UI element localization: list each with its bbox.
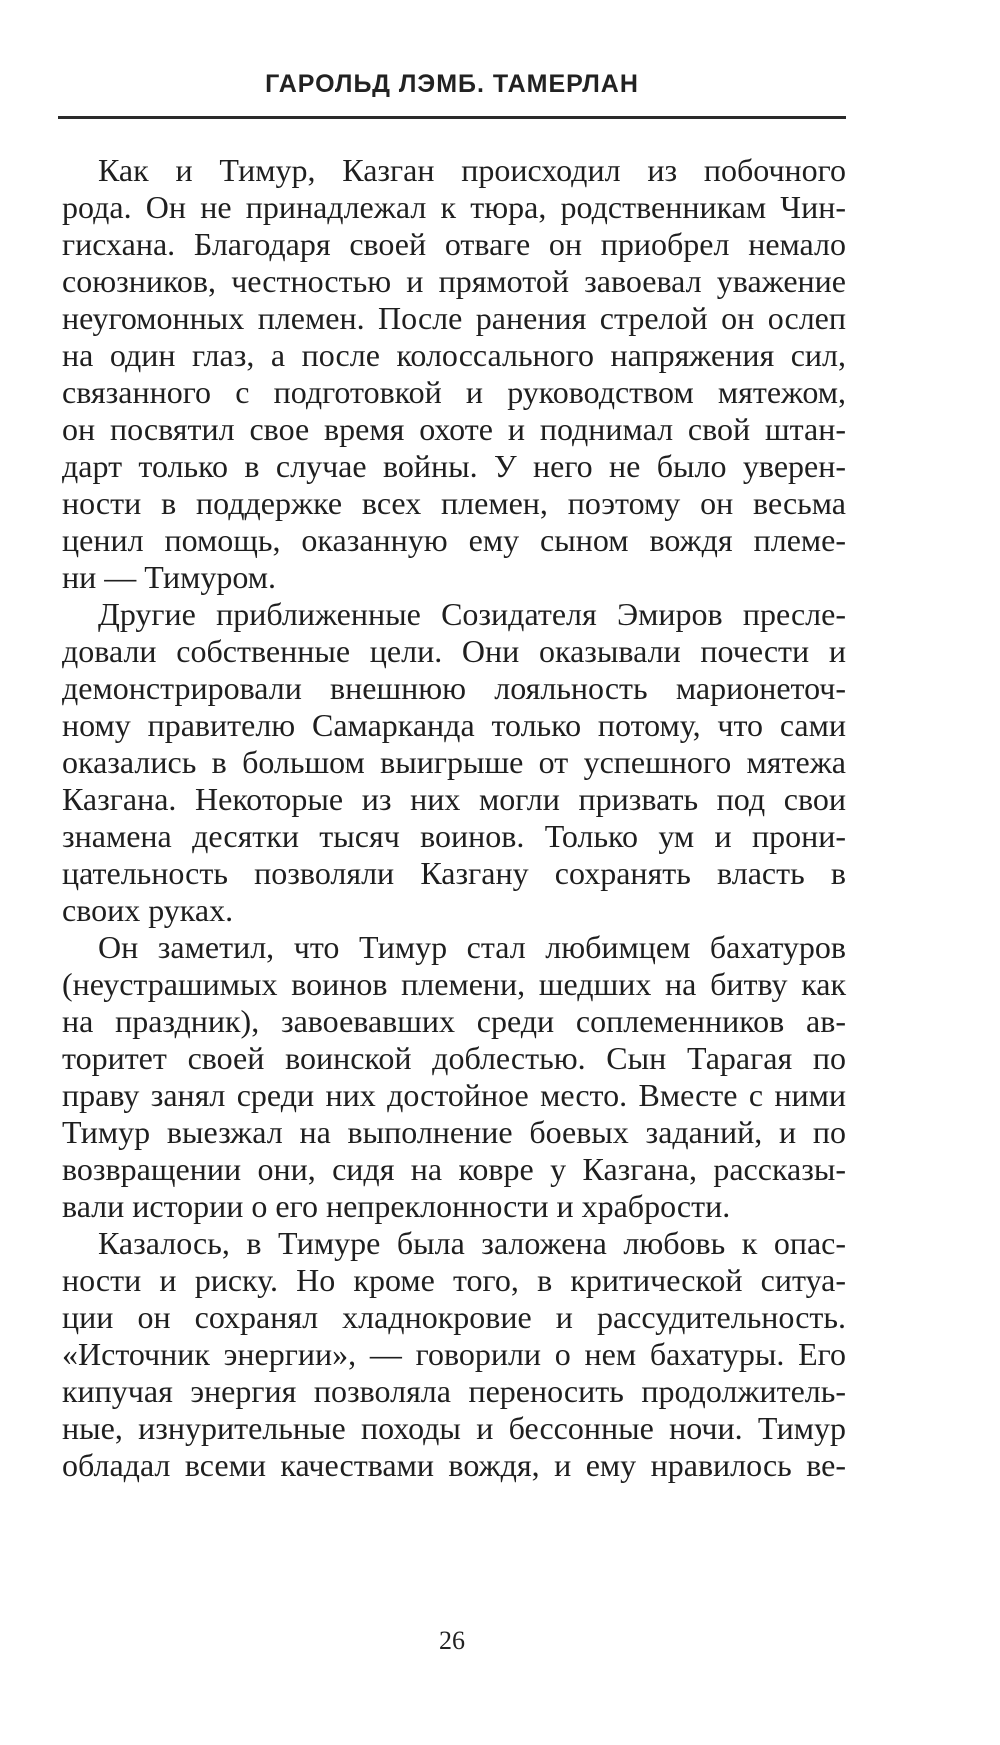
header-rule bbox=[58, 116, 846, 119]
text-line: Другие приближенные Созидателя Эмиров пресле- bbox=[98, 596, 846, 632]
text-line: связанного с подготовкой и руководством мятежом, bbox=[62, 374, 846, 410]
text-line: Казгана. Некоторые из них могли призвать под свои bbox=[62, 781, 846, 817]
text-line: возвращении они, сидя на ковре у Казгана, рассказы- bbox=[62, 1151, 846, 1187]
text-line: кипучая энергия позволяла переносить продолжитель- bbox=[62, 1373, 846, 1409]
text-line: ности и риску. Но кроме того, в критической ситуа- bbox=[62, 1262, 846, 1298]
text-line: цательность позволяли Казгану сохранять власть в bbox=[62, 855, 846, 891]
text-line: ные, изнурительные походы и бессонные ночи. Тимур bbox=[62, 1410, 846, 1446]
text-line: довали собственные цели. Они оказывали почести и bbox=[62, 633, 846, 669]
text-line: обладал всеми качествами вождя, и ему нравилось ве- bbox=[62, 1447, 846, 1483]
text-line: неугомонных племен. После ранения стрелой он ослеп bbox=[62, 300, 846, 336]
text-line: «Источник энергии», — говорили о нем бахатуры. Его bbox=[62, 1336, 846, 1372]
text-line: он посвятил свое время охоте и поднимал свой штан- bbox=[62, 411, 846, 447]
text-line: Как и Тимур, Казган происходил из побочного bbox=[98, 152, 846, 188]
text-line: на праздник), завоевавших среди соплеменников ав- bbox=[62, 1003, 846, 1039]
running-title: ГАРОЛЬД ЛЭМБ. ТАМЕРЛАН bbox=[265, 70, 639, 98]
text-line: демонстрировали внешнюю лояльность марионеточ- bbox=[62, 670, 846, 706]
body-text bbox=[62, 152, 846, 1484]
text-line: рода. Он не принадлежал к тюра, родственникам Чин- bbox=[62, 189, 846, 225]
text-line: союзников, честностью и прямотой завоевал уважение bbox=[62, 263, 846, 299]
text-line: на один глаз, а после колоссального напряжения сил, bbox=[62, 337, 846, 373]
text-line: торитет своей воинской доблестью. Сын Тарагая по bbox=[62, 1040, 846, 1076]
paragraph bbox=[62, 152, 846, 596]
text-line: знамена десятки тысяч воинов. Только ум и прони- bbox=[62, 818, 846, 854]
text-line: ни — Тимуром. bbox=[62, 559, 277, 595]
paragraph bbox=[62, 929, 846, 1225]
text-line: ности в поддержке всех племен, поэтому он весьма bbox=[62, 485, 846, 521]
text-line: ции он сохранял хладнокровие и рассудительность. bbox=[62, 1299, 846, 1335]
text-line: дарт только в случае войны. У него не было уверен- bbox=[62, 448, 846, 484]
text-line: гисхана. Благодаря своей отваге он приобрел немало bbox=[62, 226, 846, 262]
text-line: праву занял среди них достойное место. Вместе с ними bbox=[62, 1077, 846, 1113]
text-line: Казалось, в Тимуре была заложена любовь к опас- bbox=[98, 1225, 846, 1261]
paragraph bbox=[62, 1225, 846, 1484]
text-line: ценил помощь, оказанную ему сыном вождя племе- bbox=[62, 522, 846, 558]
text-line: Он заметил, что Тимур стал любимцем бахатуров bbox=[98, 929, 846, 965]
text-line: (неустрашимых воинов племени, шедших на битву как bbox=[62, 966, 846, 1002]
page-number: 26 bbox=[439, 1626, 465, 1655]
text-line: Тимур выезжал на выполнение боевых заданий, и по bbox=[62, 1114, 846, 1150]
text-line: вали истории о его непреклонности и храбрости. bbox=[62, 1188, 731, 1224]
text-line: оказались в большом выигрыше от успешного мятежа bbox=[62, 744, 846, 780]
text-line: ному правителю Самарканда только потому, что сами bbox=[62, 707, 846, 743]
paragraph bbox=[62, 596, 846, 929]
text-line: своих руках. bbox=[62, 892, 234, 928]
